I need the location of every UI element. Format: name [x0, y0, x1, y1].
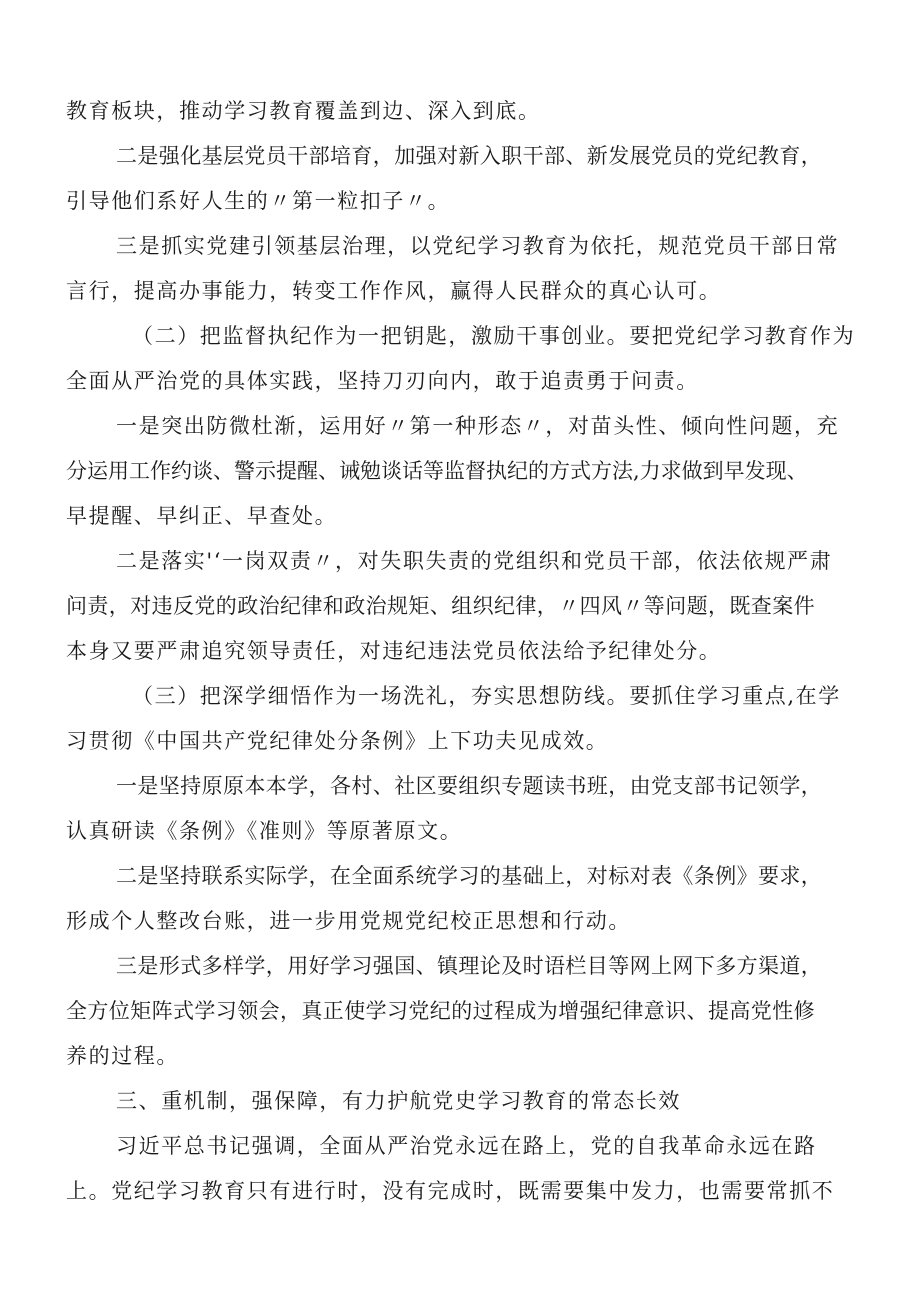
text-line: 言行，提高办事能力，转变工作作风，赢得人民群众的真心认可。: [66, 279, 722, 303]
text-line: 引导他们系好人生的〃第一粒扣子〃。: [66, 189, 451, 213]
text-line: 上。党纪学习教育只有进行时，没有完成时，既需要集中发力，也需要常抓不: [66, 1179, 835, 1203]
text-line: 二是落实'‘一岗双责〃，对失职失责的党组织和党员干部，依法依规严肃: [116, 549, 833, 573]
text-line: 认真研读《条例》《准则》等原著原文。: [66, 819, 463, 843]
text-line: 二是坚持联系实际学，在全面系统学习的基础上，对标对表《条例》要求，: [116, 864, 823, 888]
text-line: 三是形式多样学，用好学习强国、镇理论及时语栏目等网上网下多方渠道，: [116, 954, 823, 978]
text-line: 教育板块，推动学习教育覆盖到边、深入到底。: [66, 99, 541, 123]
text-line: 早提醒、早纠正、早查处。: [66, 504, 338, 528]
text-line: （三）把深学细悟作为一场洗礼，夯实思想防线。要抓住学习重点,在学: [132, 684, 841, 708]
text-line: 本身又要严肃追究领导责任，对违纪违法党员依法给予纪律处分。: [66, 639, 722, 663]
text-line: 问责，对违反党的政治纪律和政治规矩、组织纪律，〃四风〃等问题，既查案件: [66, 594, 815, 618]
text-line: 形成个人整改台账，进一步用党规党纪校正思想和行动。: [66, 909, 631, 933]
text-line: 二是强化基层党员干部培育，加强对新入职干部、新发展党员的党纪教育，: [116, 144, 823, 168]
text-line: 养的过程。: [66, 1044, 179, 1068]
text-line: 一是突出防微杜渐，运用好〃第一种形态〃，对苗头性、倾向性问题，充: [116, 414, 840, 438]
text-line: 习贯彻《中国共产党纪律处分条例》上下功夫见成效。: [66, 729, 609, 753]
text-line: 一是坚持原原本本学，各村、社区要组织专题读书班，由党支部书记领学，: [116, 774, 823, 798]
text-line: 三是抓实党建引领基层治理，以党纪学习教育为依托，规范党员干部日常: [116, 234, 840, 258]
text-line: （二）把监督执纪作为一把钥匙，激励干事创业。要把党纪学习教育作为: [132, 324, 856, 348]
text-line: 分运用工作约谈、警示提醒、诫勉谈话等监督执纪的方式方法,力求做到早发现、: [66, 459, 808, 483]
text-line: 全面从严治党的具体实践，坚持刀刃向内，敢于追责勇于问责。: [66, 369, 699, 393]
text-line: 习近平总书记强调，全面从严治党永远在路上，党的自我革命永远在路: [116, 1134, 817, 1158]
text-line: 全方位矩阵式学习领会，真正使学习党纪的过程成为增强纪律意识、提高党性修: [66, 999, 815, 1023]
section-heading: 三、重机制，强保障，有力护航党史学习教育的常态长效: [116, 1089, 681, 1113]
